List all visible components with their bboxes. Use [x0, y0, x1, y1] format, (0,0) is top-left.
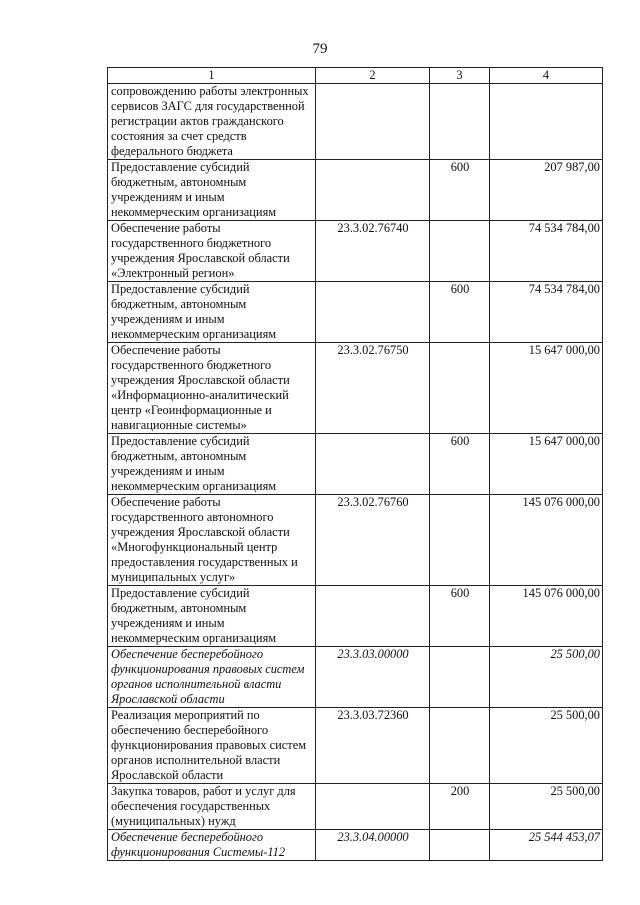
column-header-4: 4	[490, 68, 603, 84]
table-row	[108, 830, 603, 861]
table-header-row	[108, 68, 603, 84]
row-expense-type-cell	[430, 647, 490, 708]
row-name-cell: Закупка товаров, работ и услуг для обеспечения государственных (муниципальных) нужд	[108, 784, 316, 830]
row-name-cell: Обеспечение бесперебойного функционирования Системы-112	[108, 830, 316, 861]
row-code-cell: 23.3.03.72360	[316, 708, 430, 784]
row-expense-type-cell: 200	[430, 784, 490, 830]
table-body	[108, 84, 603, 861]
row-name-cell: Обеспечение работы государственного автономного учреждения Ярославской области «Многофункциональный центр предоставления государственных и муниципальных услуг»	[108, 495, 316, 586]
row-code-cell: 23.3.02.76740	[316, 221, 430, 282]
row-expense-type-cell	[430, 221, 490, 282]
row-name-cell: Обеспечение работы государственного бюджетного учреждения Ярославской области «Электронный регион»	[108, 221, 316, 282]
column-header-1: 1	[108, 68, 316, 84]
row-amount-cell	[490, 84, 603, 160]
row-code-cell	[316, 84, 430, 160]
row-name-cell: Предоставление субсидий бюджетным, автономным учреждениям и иным некоммерческим организациям	[108, 282, 316, 343]
row-name-cell: Предоставление субсидий бюджетным, автономным учреждениям и иным некоммерческим организациям	[108, 586, 316, 647]
row-name-cell: Реализация мероприятий по обеспечению бесперебойного функционирования правовых систем органов исполнительной власти Ярославской области	[108, 708, 316, 784]
row-name-cell: Обеспечение работы государственного бюджетного учреждения Ярославской области «Информационно-аналитический центр «Геоинформационные и навигационные системы»	[108, 343, 316, 434]
row-amount-cell: 25 500,00	[490, 784, 603, 830]
table-row	[108, 343, 603, 434]
row-code-cell: 23.3.04.00000	[316, 830, 430, 861]
row-name-cell: сопровождению работы электронных сервисов ЗАГС для государственной регистрации актов гражданского состояния за счет средств федерального бюджета	[108, 84, 316, 160]
row-code-cell	[316, 586, 430, 647]
row-name-cell: Предоставление субсидий бюджетным, автономным учреждениям и иным некоммерческим организациям	[108, 434, 316, 495]
row-amount-cell: 207 987,00	[490, 160, 603, 221]
row-amount-cell: 74 534 784,00	[490, 221, 603, 282]
row-amount-cell: 25 500,00	[490, 647, 603, 708]
row-code-cell: 23.3.02.76750	[316, 343, 430, 434]
table-row	[108, 708, 603, 784]
page-number: 79	[312, 41, 328, 57]
table-row	[108, 221, 603, 282]
row-expense-type-cell	[430, 708, 490, 784]
row-expense-type-cell	[430, 84, 490, 160]
row-expense-type-cell: 600	[430, 160, 490, 221]
row-expense-type-cell: 600	[430, 586, 490, 647]
row-amount-cell: 15 647 000,00	[490, 343, 603, 434]
table-row	[108, 647, 603, 708]
row-code-cell: 23.3.03.00000	[316, 647, 430, 708]
row-code-cell	[316, 160, 430, 221]
column-header-3: 3	[430, 68, 490, 84]
row-amount-cell: 15 647 000,00	[490, 434, 603, 495]
row-name-cell: Обеспечение бесперебойного функционирования правовых систем органов исполнительной власти Ярославской области	[108, 647, 316, 708]
row-code-cell	[316, 784, 430, 830]
row-amount-cell: 25 544 453,07	[490, 830, 603, 861]
row-amount-cell: 25 500,00	[490, 708, 603, 784]
row-code-cell	[316, 282, 430, 343]
table-row	[108, 282, 603, 343]
table-row	[108, 434, 603, 495]
row-expense-type-cell	[430, 830, 490, 861]
row-name-cell: Предоставление субсидий бюджетным, автономным учреждениям и иным некоммерческим организациям	[108, 160, 316, 221]
row-expense-type-cell: 600	[430, 434, 490, 495]
row-amount-cell: 74 534 784,00	[490, 282, 603, 343]
table-row	[108, 495, 603, 586]
column-header-2: 2	[316, 68, 430, 84]
row-code-cell	[316, 434, 430, 495]
row-expense-type-cell	[430, 343, 490, 434]
table-row	[108, 586, 603, 647]
table-row	[108, 84, 603, 160]
row-amount-cell: 145 076 000,00	[490, 495, 603, 586]
row-amount-cell: 145 076 000,00	[490, 586, 603, 647]
table-row	[108, 160, 603, 221]
row-expense-type-cell: 600	[430, 282, 490, 343]
table-row	[108, 784, 603, 830]
row-expense-type-cell	[430, 495, 490, 586]
row-code-cell: 23.3.02.76760	[316, 495, 430, 586]
budget-table	[107, 67, 603, 861]
